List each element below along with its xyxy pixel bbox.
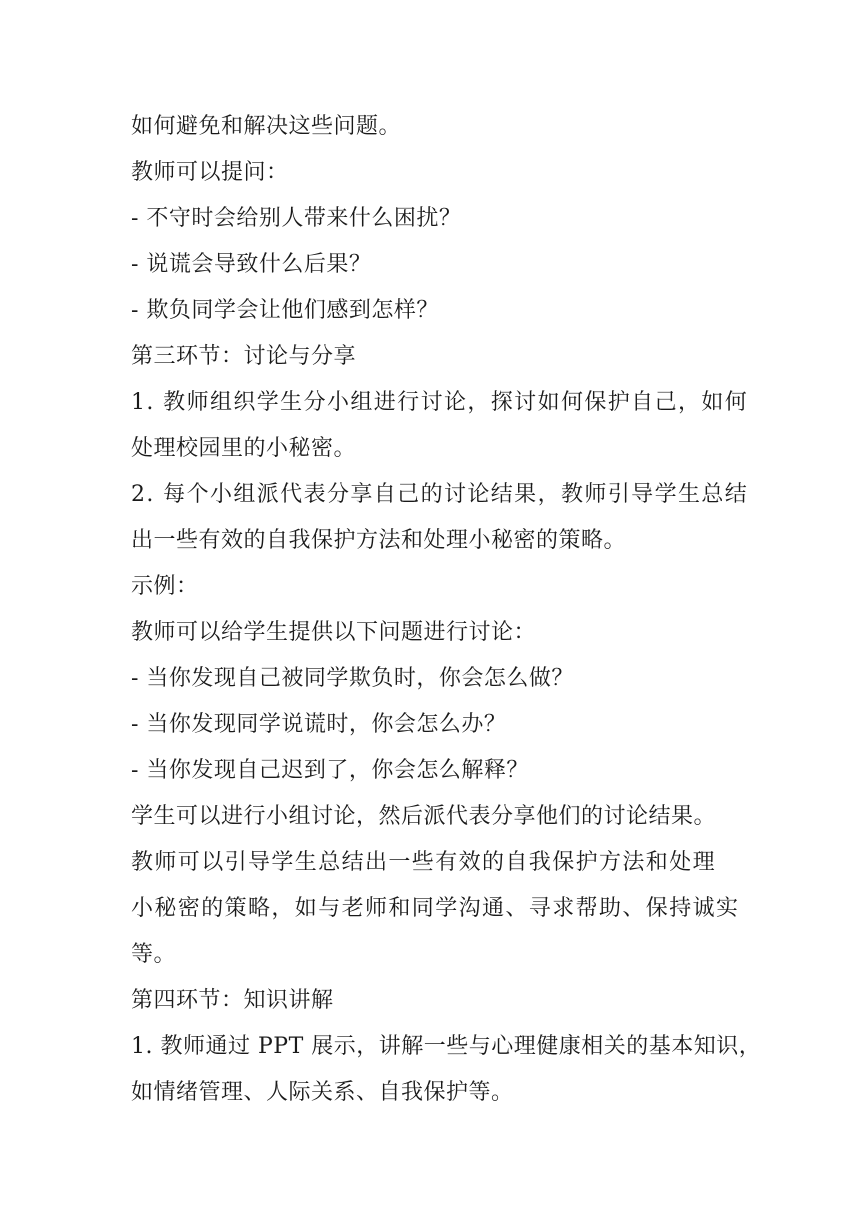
- text-line: 学生可以进行小组讨论，然后派代表分享他们的讨论结果。: [131, 804, 717, 829]
- list-item: - 说谎会导致什么后果？: [131, 252, 372, 277]
- text-line: 如何避免和解决这些问题。: [131, 114, 402, 139]
- text-line: 如情绪管理、人际关系、自我保护等。: [131, 1080, 514, 1105]
- text-line: 示例：: [131, 574, 199, 599]
- list-item: - 当你发现同学说谎时，你会怎么办？: [131, 712, 507, 737]
- text-line: 1. 教师组织学生分小组进行讨论，探讨如何保护自己，如何: [131, 390, 749, 415]
- text-line: 教师可以引导学生总结出一些有效的自我保护方法和处理: [131, 850, 717, 875]
- text-line: 等。: [131, 942, 177, 967]
- list-item: - 当你发现自己被同学欺负时，你会怎么做？: [131, 666, 574, 691]
- list-item: - 不守时会给别人带来什么困扰？: [131, 206, 462, 231]
- section-heading: 第三环节：讨论与分享: [131, 344, 357, 369]
- text-line: 出一些有效的自我保护方法和处理小秘密的策略。: [131, 528, 627, 553]
- section-heading: 第四环节：知识讲解: [131, 988, 334, 1013]
- text-line: 处理校园里的小秘密。: [131, 436, 357, 461]
- text-line: 教师可以提问：: [131, 160, 289, 185]
- text-line: 2. 每个小组派代表分享自己的讨论结果，教师引导学生总结: [131, 482, 749, 507]
- text-line: 教师可以给学生提供以下问题进行讨论：: [131, 620, 537, 645]
- text-line: 1. 教师通过 PPT 展示，讲解一些与心理健康相关的基本知识，: [131, 1034, 762, 1059]
- list-item: - 欺负同学会让他们感到怎样？: [131, 298, 439, 323]
- text-line: 小秘密的策略，如与老师和同学沟通、寻求帮助、保持诚实: [131, 896, 740, 921]
- list-item: - 当你发现自己迟到了，你会怎么解释？: [131, 758, 529, 783]
